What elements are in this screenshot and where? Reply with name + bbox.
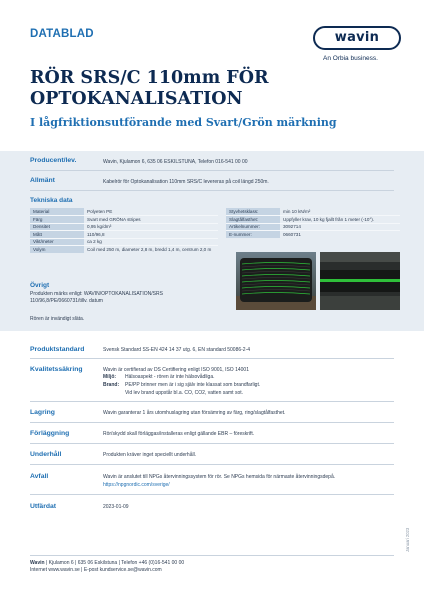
vertical-date: Januari 2023	[405, 527, 410, 552]
spec-key: Mått	[30, 231, 84, 239]
brand-row	[103, 382, 260, 390]
spec-value: ca 2 kg	[84, 238, 218, 246]
spec-value: Uppfyller krav, 10 kg fjallt från 1 meter (-10°).	[280, 216, 400, 224]
spec-key: Material	[30, 208, 84, 216]
divider	[30, 464, 394, 465]
miljo-value: Hälsoaspekt - rören är inte hälsovådliga.	[125, 374, 215, 380]
spec-value: Svart med GRÖNA stripes	[84, 216, 218, 224]
spec-value: 3092714	[280, 223, 400, 231]
spec-value: Coil med 250 m, diameter 2,8 m, bredd 1,4 m, centrum 2,0 m	[84, 246, 218, 254]
spec-key: Färg	[30, 216, 84, 224]
miljo-row	[103, 374, 215, 382]
page-title: RÖR SRS/C 110mm FÖR OPTOKANALISATION	[30, 68, 269, 109]
npg-link[interactable]: https://npgnordic.com/sverige/	[103, 482, 170, 488]
table-row	[30, 246, 218, 254]
divider	[30, 494, 394, 495]
divider	[30, 422, 394, 423]
general-value: Kabelrör för Optokanalisation 110mm SRS/C levereras på coil längd 250m.	[103, 179, 269, 185]
table-row	[30, 238, 218, 246]
spec-value: min 10 kN/m²	[283, 209, 311, 214]
tech-table-left	[30, 208, 218, 253]
doc-type-heading: DATABLAD	[30, 28, 94, 40]
spec-key: E-nummer:	[226, 231, 280, 239]
spec-key: Slagtålfasthet:	[226, 216, 280, 224]
spec-key: Densitet	[30, 223, 84, 231]
spec-key: Vikt/meter	[30, 238, 84, 246]
divider	[30, 401, 394, 402]
table-row	[30, 216, 218, 224]
table-row	[30, 208, 218, 216]
spec-key: Styvhetsklass:	[226, 208, 280, 216]
miljo-key: Miljö:	[103, 374, 117, 380]
general-label: Allmänt	[30, 177, 55, 184]
footer-brand: Wavin	[30, 560, 45, 566]
wavin-logo	[313, 26, 401, 50]
produktstandard-value: Svensk Standard SS-EN 424 14 37 utg. 6, EN standard 50086-2-4	[103, 347, 251, 353]
product-photos	[236, 252, 400, 310]
divider	[30, 358, 394, 359]
forlaggning-label: Förläggning	[30, 430, 70, 437]
footer-line-1	[30, 560, 184, 567]
footer-divider	[30, 555, 394, 556]
footer	[30, 560, 184, 574]
ovrigt-line: Rören är invändigt släta.	[30, 316, 85, 322]
avfall-value: Wavin är anslutet till NPGs återvinningssystem för rör. Se NPGs hemsida för närmaste återvinningsdepå.	[103, 474, 336, 480]
spec-value: 0660731	[280, 231, 400, 239]
spec-value: Polyeten PE	[87, 209, 113, 214]
logo-text: wavin	[334, 30, 380, 45]
underhall-value: Produkten kräver inget speciellt underhåll.	[103, 452, 197, 458]
spec-key: Artikelnummer:	[226, 223, 280, 231]
tech-heading: Tekniska data	[30, 197, 73, 204]
table-row	[30, 231, 218, 239]
produktstandard-label: Produktstandard	[30, 346, 85, 353]
tech-table-right	[226, 208, 400, 238]
table-row	[226, 216, 400, 224]
divider	[30, 190, 394, 191]
producer-value: Wavin, Kjulamon 6, 635 06 ESKILSTUNA, Telefon 016-541 00 00	[103, 159, 248, 165]
avfall-label: Avfall	[30, 473, 49, 480]
producer-label: Producent/lev.	[30, 157, 77, 164]
table-row	[226, 231, 400, 239]
footer-address: | Kjulamon 6 | 635 06 Eskilstuna | Telefon +46 (0)16-541 00 00	[44, 560, 185, 566]
pipe-closeup-photo	[320, 252, 400, 310]
divider	[30, 443, 394, 444]
spec-key: Volym	[30, 246, 84, 254]
page-subtitle: I lågfriktionsutförande med Svart/Grön märkning	[30, 116, 337, 129]
ovrigt-line: Produkten märks enligt: WAVIN/OPTOKANALISATION/SRS	[30, 291, 163, 297]
divider	[30, 170, 394, 171]
brand-value: PE/PP brinner men är i sig själv inte klassat som brandfarligt.	[125, 382, 261, 388]
ovrigt-line: 110/96,8/PE/0660731/tillv. datum	[30, 298, 103, 304]
utfardat-value: 2023-01-09	[103, 504, 129, 510]
utfardat-label: Utfärdat	[30, 503, 57, 510]
brand-key: Brand:	[103, 382, 120, 388]
orbia-tagline: An Orbia business.	[323, 55, 378, 62]
forlaggning-value: Rör/skydd skall förläggas/installeras enligt gällande EBR – föreskrift.	[103, 431, 255, 437]
table-row	[30, 223, 218, 231]
table-row	[226, 208, 400, 216]
ovrigt-heading: Övrigt	[30, 282, 50, 289]
lagring-value: Wavin garanterar 1 års utomhuslagring utan försämring av färg, ring/slagtålfasthet.	[103, 410, 286, 416]
underhall-label: Underhåll	[30, 451, 62, 458]
spec-value: 110/96,8	[84, 231, 218, 239]
spec-value: 0,95 kg/dm³	[84, 223, 218, 231]
footer-line-2: Internet www.wavin.se | E-post kundservice.se@wavin.com	[30, 567, 162, 573]
table-row	[226, 223, 400, 231]
lagring-label: Lagring	[30, 409, 55, 416]
kvalitet-label: Kvalitetssäkring	[30, 366, 83, 373]
kvalitet-value: Wavin är certifierad av DS Certifiering enligt ISO 9001, ISO 14001	[103, 367, 249, 373]
brand-value-2: Vid lev brand uppstår bl.a. CO, CO2, vatten samt sot.	[125, 390, 244, 396]
coil-photo	[236, 252, 316, 310]
